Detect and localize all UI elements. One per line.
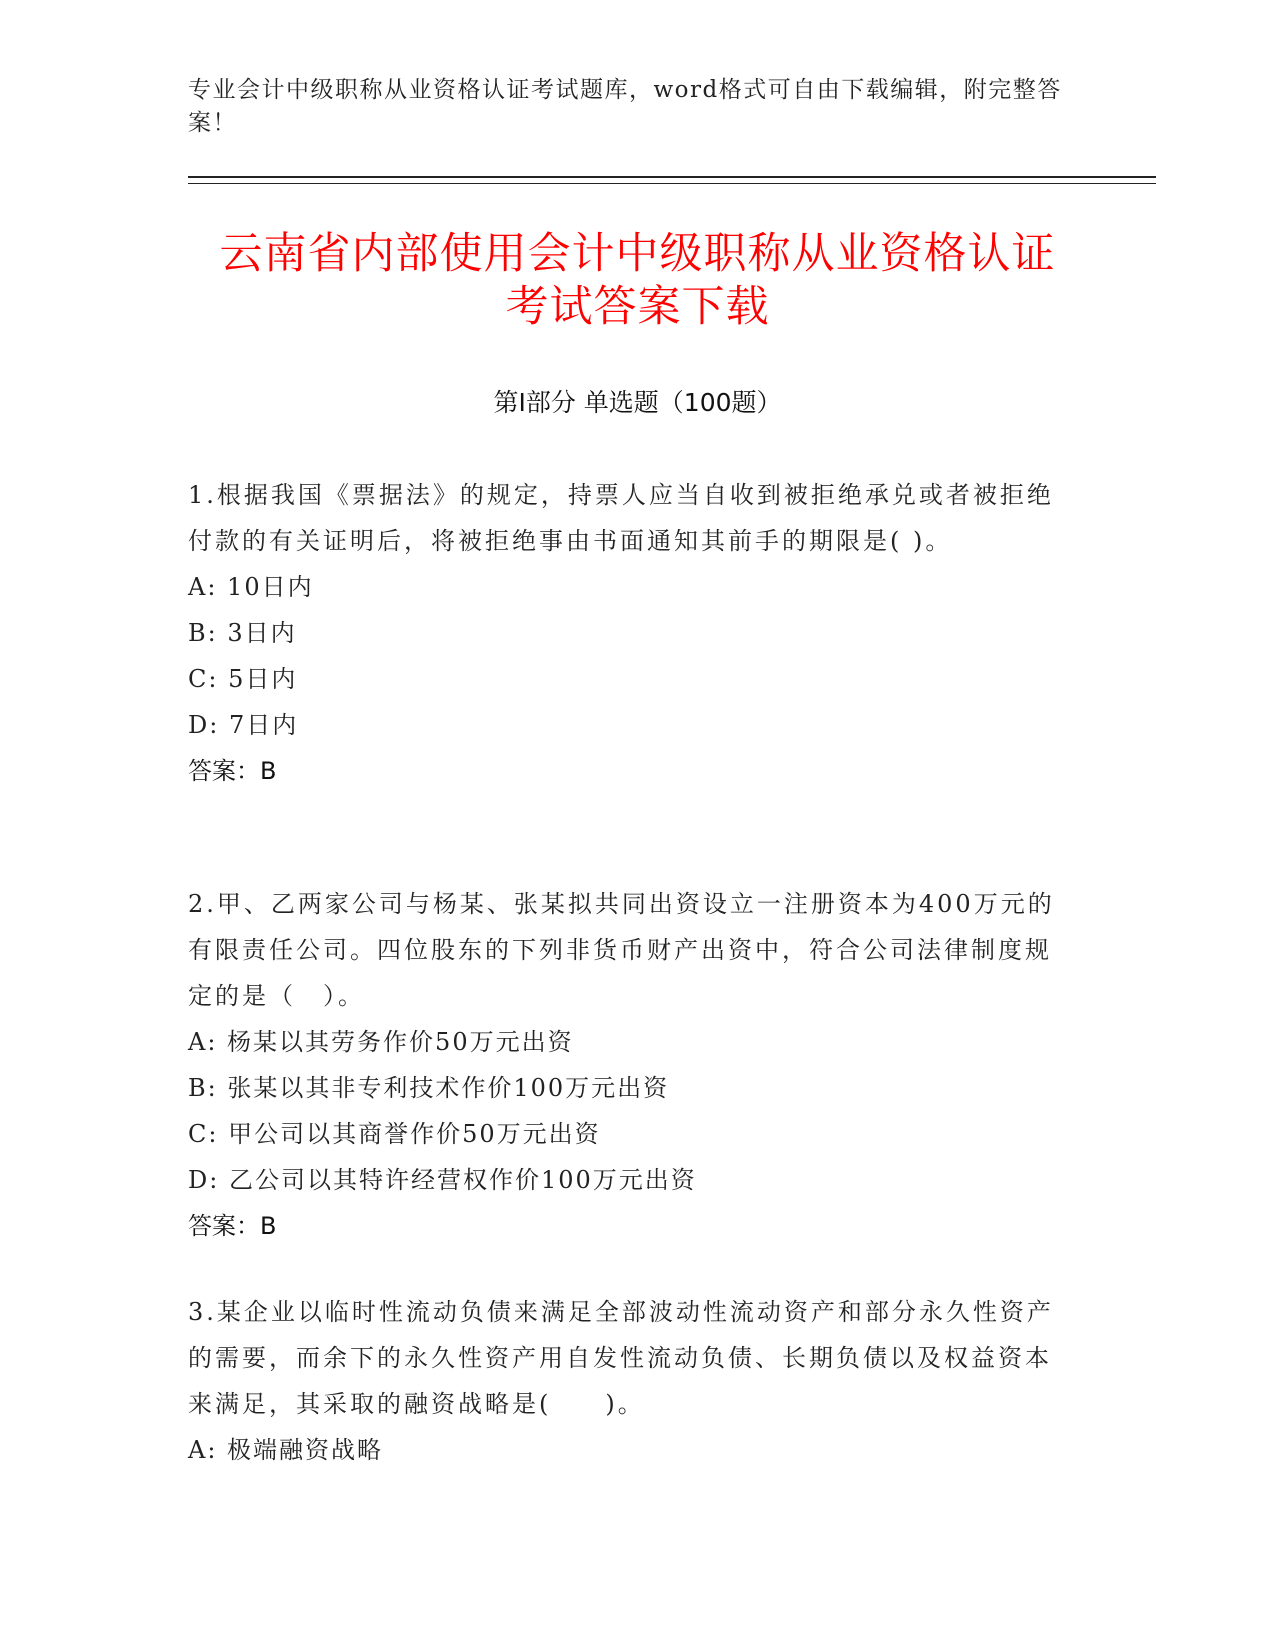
option-a: A: 10日内 bbox=[188, 573, 314, 601]
option-d: D: 乙公司以其特许经营权作价100万元出资 bbox=[188, 1166, 697, 1194]
document-title-line-2: 考试答案下载 bbox=[505, 282, 770, 332]
document-title bbox=[150, 228, 1125, 334]
header-note: 专业会计中级职称从业资格认证考试题库，word格式可自由下载编辑，附完整答案！ bbox=[188, 77, 1062, 136]
option-b: B: 3日内 bbox=[188, 619, 297, 647]
header-divider-thick bbox=[188, 176, 1156, 178]
question-stem: 2.甲、乙两家公司与杨某、张某拟共同出资设立一注册资本为400万元的有限责任公司。四位股东的下列非货币财产出资中，符合公司法律制度规定的是（ ）。 bbox=[188, 890, 1055, 1010]
header-divider-thin bbox=[188, 183, 1156, 184]
option-b: B: 张某以其非专利技术作价100万元出资 bbox=[188, 1074, 670, 1102]
option-a: A: 杨某以其劳务作价50万元出资 bbox=[188, 1028, 574, 1056]
question-stem: 3.某企业以临时性流动负债来满足全部波动性流动资产和部分永久性资产的需要，而余下的永久性资产用自发性流动负债、长期负债以及权益资本来满足，其采取的融资战略是( )。 bbox=[188, 1298, 1054, 1418]
question-block-2 bbox=[188, 881, 1068, 1249]
answer-line: 答案：B bbox=[188, 757, 277, 785]
section-heading: 第Ⅰ部分 单选题（100题） bbox=[493, 388, 782, 417]
option-c: C: 5日内 bbox=[188, 665, 298, 693]
document-title-line-1: 云南省内部使用会计中级职称从业资格认证 bbox=[219, 229, 1056, 279]
option-a: A: 极端融资战略 bbox=[188, 1436, 384, 1464]
question-stem: 1.根据我国《票据法》的规定，持票人应当自收到被拒绝承兑或者被拒绝付款的有关证明后，将被拒绝事由书面通知其前手的期限是( )。 bbox=[188, 481, 1054, 555]
option-c: C: 甲公司以其商誉作价50万元出资 bbox=[188, 1120, 601, 1148]
question-block-1 bbox=[188, 472, 1068, 794]
question-block-3 bbox=[188, 1289, 1068, 1473]
answer-line: 答案：B bbox=[188, 1212, 277, 1240]
option-d: D: 7日内 bbox=[188, 711, 299, 739]
